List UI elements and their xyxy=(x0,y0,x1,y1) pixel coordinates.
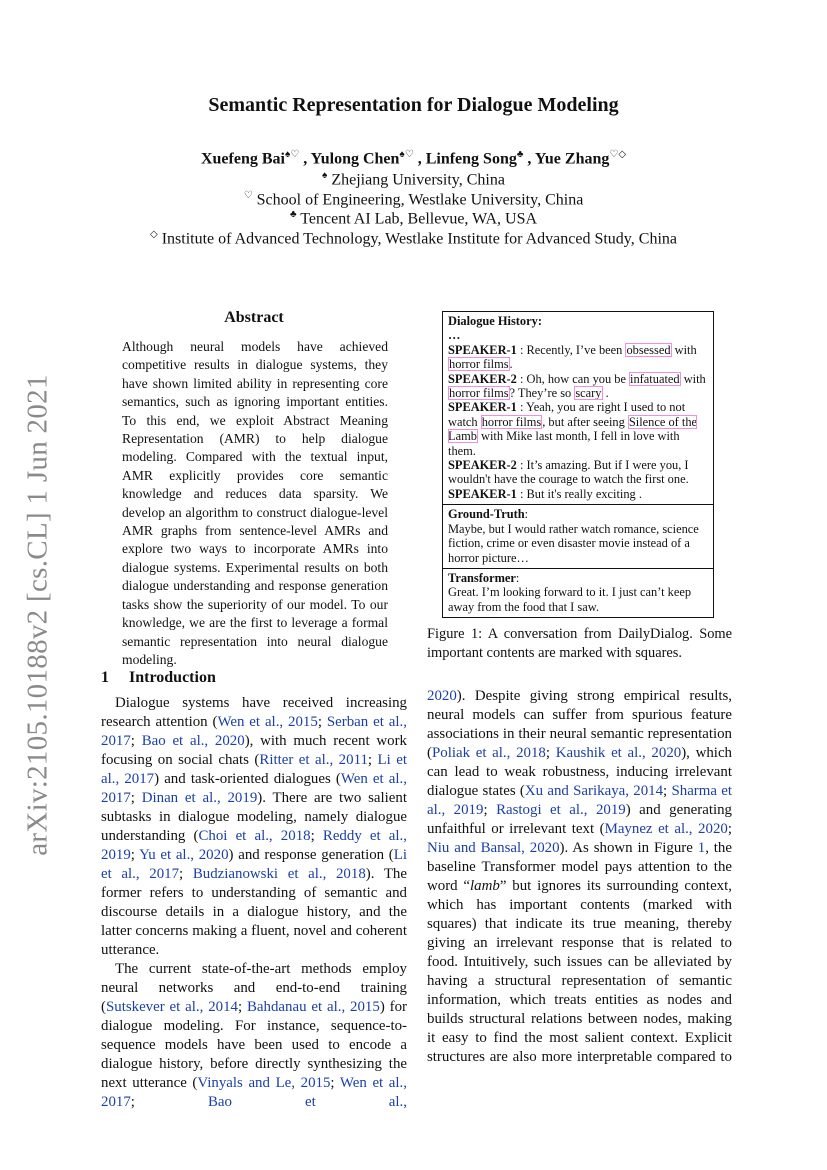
text-run: ” but ignores its surrounding context, which has important contents (marked with squares) that indicate its true meaning, thereby giving an irrelevant response that is related to food. Intuitively, such issues can be alleviated by having a structural representation of semantic information, which treats entities as nodes and builds structural relations between nodes, making it easy to find the most salient context. Explicit structures are also more interpretable compared to xyxy=(427,878,732,1065)
text-run: : xyxy=(524,507,529,522)
intro-paragraph-2-continued xyxy=(427,687,732,1067)
citation-link[interactable]: Dinan et al., 2019 xyxy=(141,790,258,806)
text-run: ) for dialogue modeling. For instance, sequence-to-sequence models have been used to encode a dialogue history, before directly synthesizing the next utterance ( xyxy=(101,999,407,1091)
dialogue-history xyxy=(443,312,713,504)
text-run: : Recently, I’ve been xyxy=(516,342,626,357)
abstract-heading: Abstract xyxy=(224,309,284,326)
text-run: with xyxy=(671,342,697,357)
text-run: , the baseline Transformer model pays attention to the word “ xyxy=(427,840,732,894)
citation-link[interactable]: Maynez et al., 2020 xyxy=(604,821,728,837)
left-column-text xyxy=(101,694,407,1112)
citation-link[interactable]: Li et al., 2017 xyxy=(101,752,408,787)
text-run: Maybe, but I would rather watch romance, science fiction, crime or even disaster movie instead of a horror picture… xyxy=(448,521,699,565)
citation-link[interactable]: 2020 xyxy=(427,688,457,704)
text-run: with xyxy=(680,371,706,386)
citation-link[interactable]: Serban et al., 2017 xyxy=(101,714,407,749)
text-run: ; xyxy=(367,752,378,768)
highlighted-content: horror films xyxy=(449,386,509,401)
bold-label: SPEAKER-1 xyxy=(448,486,517,501)
bold-label: Ground-Truth xyxy=(448,507,525,522)
text-run: ; xyxy=(130,1094,208,1110)
abstract-text: Although neural models have achieved competitive results in dialogue systems, they have shown limited ability in representing core semantics, such as ignoring important entities. To this end, we exploit Abstract Meaning Representation (AMR) to help dialogue modeling. Compared with the textual input, AMR explicitly provides core semantic knowledge and reduces data sparsity. We develop an algorithm to construct dialogue-level AMR graphs from sentence-level AMRs and explore two ways to incorporate AMRs into dialogue systems. Experimental results on both dialogue understanding and response generation tasks show the superiority of our model. To our knowledge, we are the first to leverage a formal semantic representation into neural dialogue modeling. xyxy=(122,339,388,667)
citation-link[interactable]: Rastogi et al., 2019 xyxy=(496,802,626,818)
affiliation-marks: ♣ xyxy=(516,149,524,160)
citation-link[interactable]: Bahdanau et al., 2015 xyxy=(246,999,380,1015)
highlighted-content: horror films xyxy=(449,357,509,372)
text-run: ; xyxy=(179,866,193,882)
citation-link[interactable]: Sharma et al., 2019 xyxy=(427,783,732,818)
author-name: Xuefeng Bai xyxy=(200,150,285,168)
citation-link[interactable]: Niu and Bansal, 2020 xyxy=(427,840,560,856)
text-run: : Oh, how can you be xyxy=(516,371,630,386)
right-column-text xyxy=(427,687,732,1067)
ground-truth-response xyxy=(443,504,713,568)
text-run: ) and response generation ( xyxy=(228,847,394,863)
affiliation-mark: ♡ xyxy=(243,189,253,201)
section-number: 1 xyxy=(101,669,109,686)
italic-word: lamb xyxy=(470,878,500,894)
affiliation-text: Tencent AI Lab, Bellevue, WA, USA xyxy=(300,210,538,228)
intro-paragraph-2 xyxy=(101,960,407,1112)
text-run: ; xyxy=(330,1075,340,1091)
text-run: Dialogue systems have received increasing research attention ( xyxy=(101,695,407,730)
affiliation xyxy=(0,190,827,209)
highlighted-content: scary xyxy=(575,386,602,401)
affiliation xyxy=(0,229,827,248)
affiliation-text: Institute of Advanced Technology, Westlake Institute for Advanced Study, China xyxy=(161,229,677,247)
bold-label: SPEAKER-2 xyxy=(448,458,517,473)
text-run: ; xyxy=(663,783,672,799)
author-name: Yulong Chen xyxy=(310,150,400,168)
citation-link[interactable]: Choi et al., 2018 xyxy=(198,828,311,844)
highlighted-content: obsessed xyxy=(626,342,671,357)
citation-link[interactable]: Vinyals and Le, 2015 xyxy=(197,1075,331,1091)
citation-link[interactable]: Kaushik et al., 2020 xyxy=(555,745,682,761)
text-run: ). As shown in Figure xyxy=(559,840,698,856)
text-run: : It’s amazing. But if I were you, I wouldn't have the courage to watch the first one. xyxy=(448,458,689,487)
citation-link[interactable]: Budzianowski et al., 2018 xyxy=(192,866,366,882)
affiliation-text: School of Engineering, Westlake University, China xyxy=(256,190,584,208)
highlighted-content: Silence of the Lamb xyxy=(448,414,698,444)
section-title: Introduction xyxy=(129,669,216,686)
bold-label: Transformer xyxy=(448,570,516,585)
citation-link[interactable]: Ritter et al., 2011 xyxy=(259,752,368,768)
affiliation-mark: ◇ xyxy=(150,228,158,240)
citation-link[interactable]: Bao et al., xyxy=(207,1094,407,1110)
text-run: with Mike last month, I fell in love with them. xyxy=(448,429,680,458)
text-run: . xyxy=(602,386,609,401)
citation-link[interactable]: Yu et al., 2020 xyxy=(139,847,229,863)
citation-link[interactable]: Wen et al., 2015 xyxy=(217,714,318,730)
affiliation xyxy=(0,170,827,189)
citation-link[interactable]: Wen et al., 2017 xyxy=(101,771,407,806)
paper-title: Semantic Representation for Dialogue Modeling xyxy=(208,94,619,116)
author-name: Yue Zhang xyxy=(534,150,610,168)
text-run: ), with much recent work focusing on social chats ( xyxy=(101,733,407,768)
text-run: ; xyxy=(130,733,142,749)
text-run: ; xyxy=(545,745,556,761)
text-run: . xyxy=(509,357,513,372)
affiliation-marks: ♠♡ xyxy=(399,149,414,160)
text-run: ) and task-oriented dialogues ( xyxy=(154,771,341,787)
text-run: ) and generating unfaithful or irrelevant text ( xyxy=(427,802,732,837)
citation-link[interactable]: Li et al., 2017 xyxy=(101,847,408,882)
text-run: : But it's really exciting . xyxy=(516,486,642,501)
text-run: ; xyxy=(130,847,140,863)
highlighted-content: horror films xyxy=(481,414,542,429)
text-run: : xyxy=(515,570,520,585)
intro-paragraph-1 xyxy=(101,694,407,960)
arxiv-identifier: arXiv:2105.10188v2 [cs.CL] 1 Jun 2021 xyxy=(21,374,54,856)
text-run: ; xyxy=(483,802,497,818)
text-run: Great. I’m looking forward to it. I just can’t keep away from the food that I saw. xyxy=(448,585,692,614)
affiliation-text: Zhejiang University, China xyxy=(331,171,505,189)
text-run: ; xyxy=(727,821,732,837)
text-run: ). There are two salient subtasks in dialogue modeling, namely dialogue understanding ( xyxy=(101,790,407,844)
figure-1-caption: Figure 1: A conversation from DailyDialog. Some important contents are marked with squares. xyxy=(427,626,732,661)
citation-link[interactable]: Wen et al., 2017 xyxy=(101,1075,407,1110)
text-run: ). The former refers to understanding of semantic and discourse details in a dialogue history, and the latter concerns making a fluent, novel and coherent utterance. xyxy=(101,866,407,958)
highlighted-content: infatuated xyxy=(630,371,680,386)
bold-label: SPEAKER-2 xyxy=(448,371,517,386)
transformer-response xyxy=(443,568,713,617)
author-name: Linfeng Song xyxy=(425,150,517,168)
citation-link[interactable]: Sutskever et al., 2014 xyxy=(105,999,238,1015)
citation-link[interactable]: Bao et al., 2020 xyxy=(141,733,245,749)
text-run: , but after seeing xyxy=(542,414,628,429)
citation-link[interactable]: Reddy et al., 2019 xyxy=(101,828,407,863)
bold-label: SPEAKER-1 xyxy=(448,342,517,357)
text-run: ; xyxy=(317,714,327,730)
affiliation-marks: ♠♡ xyxy=(284,149,300,160)
text-run: ; xyxy=(310,828,323,844)
bold-label: … xyxy=(448,328,461,343)
text-run: ; xyxy=(237,999,247,1015)
text-run: ), which can lead to weak robustness, inducing irrelevant dialogue states ( xyxy=(427,745,732,799)
citation-link[interactable]: 1 xyxy=(697,840,706,856)
text-run: ? They’re so xyxy=(509,386,575,401)
bold-label: SPEAKER-1 xyxy=(448,400,517,415)
text-run: : Yeah, you are right I used to not watch xyxy=(448,400,686,429)
affiliation xyxy=(0,209,827,228)
figure-1-dialogue-box xyxy=(442,311,714,618)
citation-link[interactable]: Xu and Sarikaya, 2014 xyxy=(524,783,664,799)
author-list: Xuefeng Bai♠♡ , Yulong Chen♠♡ , Linfeng Song♣ , Yue Zhang♡◇ xyxy=(200,149,627,168)
text-run: The current state-of-the-art methods employ neural networks and end-to-end training ( xyxy=(101,961,407,1015)
bold-label: Dialogue History: xyxy=(448,314,542,328)
affiliation-marks: ♡◇ xyxy=(609,149,627,160)
text-run: ). Despite giving strong empirical results, neural models can suffer from spurious feature associations in their neural semantic representation ( xyxy=(427,688,732,761)
section-heading xyxy=(101,668,216,687)
affiliation-mark: ♣ xyxy=(289,209,297,220)
text-run: ; xyxy=(130,790,142,806)
affiliation-mark: ♠ xyxy=(322,170,328,181)
citation-link[interactable]: Poliak et al., 2018 xyxy=(431,745,546,761)
